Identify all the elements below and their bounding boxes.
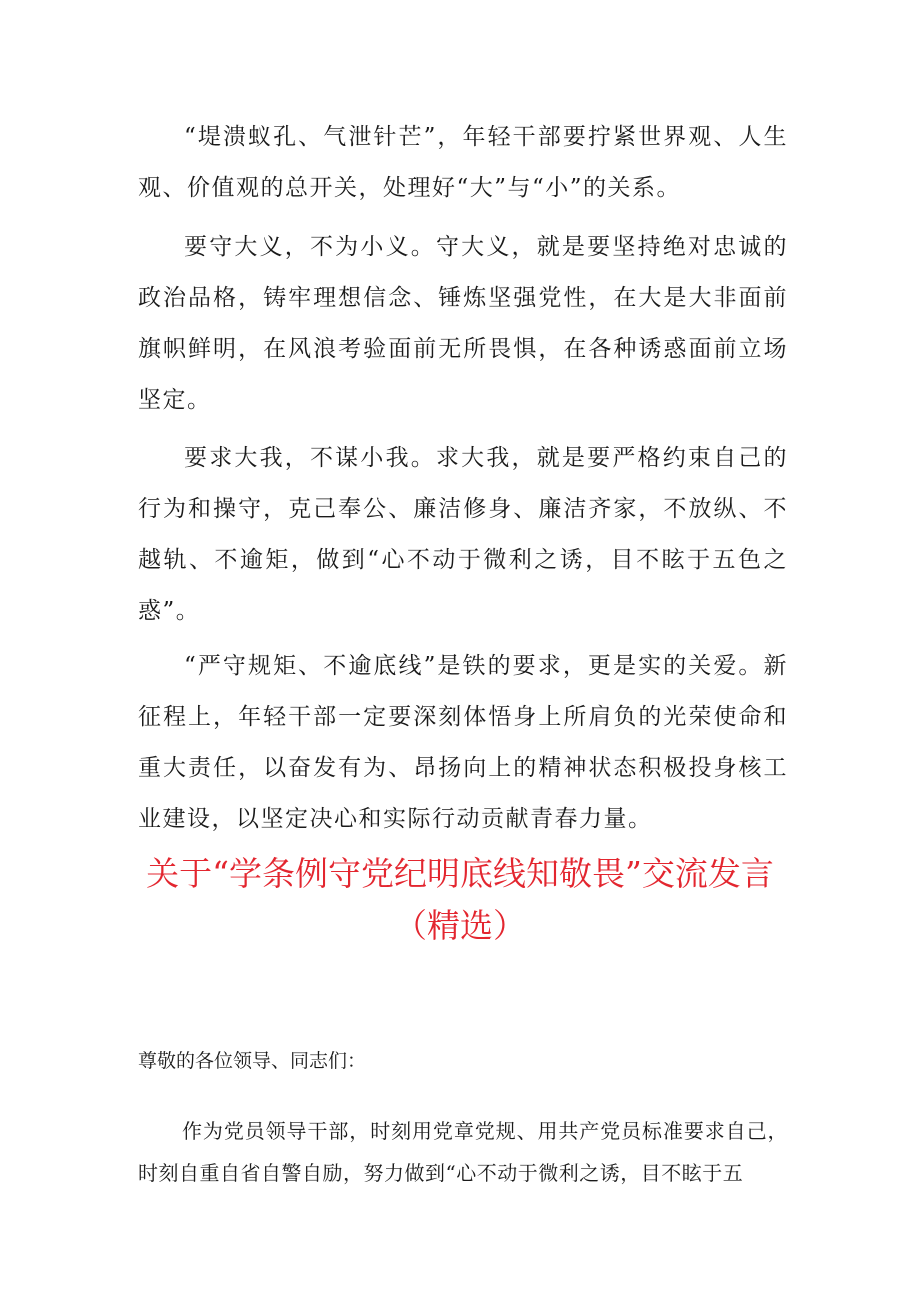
paragraph-3: 要求大我，不谋小我。求大我，就是要严格约束自己的行为和操守，克己奉公、廉洁修身、廉洁齐家，不放纵、不越轨、不逾矩，做到“心不动于微利之诱，目不眩于五色之惑”。 (138, 445, 788, 624)
paragraph-1: “堤溃蚁孔、气泄针芒”，年轻干部要拧紧世界观、人生观、价值观的总开关，处理好“大”与“小”的关系。 (138, 124, 788, 201)
section-title: 关于“学条例守党纪明底线知敬畏”交流发言（精选） (146, 854, 774, 945)
greeting: 尊敬的各位领导、同志们： (138, 1050, 367, 1072)
paragraph-2: 要守大义，不为小义。守大义，就是要坚持绝对忠诚的政治品格，铸牢理想信念、锤炼坚强党性，在大是大非面前旗帜鲜明，在风浪考验面前无所畏惧，在各种诱惑面前立场坚定。 (138, 234, 788, 413)
opening-paragraph: 作为党员领导干部，时刻用党章党规、用共产党员标准要求自己，时刻自重自省自警自励，努力做到“心不动于微利之诱，目不眩于五 (138, 1119, 788, 1185)
paragraph-4: “严守规矩、不逾底线”是铁的要求，更是实的关爱。新征程上，年轻干部一定要深刻体悟身上所肩负的光荣使命和重大责任，以奋发有为、昂扬向上的精神状态积极投身核工业建设，以坚定决心和实际行动贡献青春力量。 (138, 653, 788, 832)
